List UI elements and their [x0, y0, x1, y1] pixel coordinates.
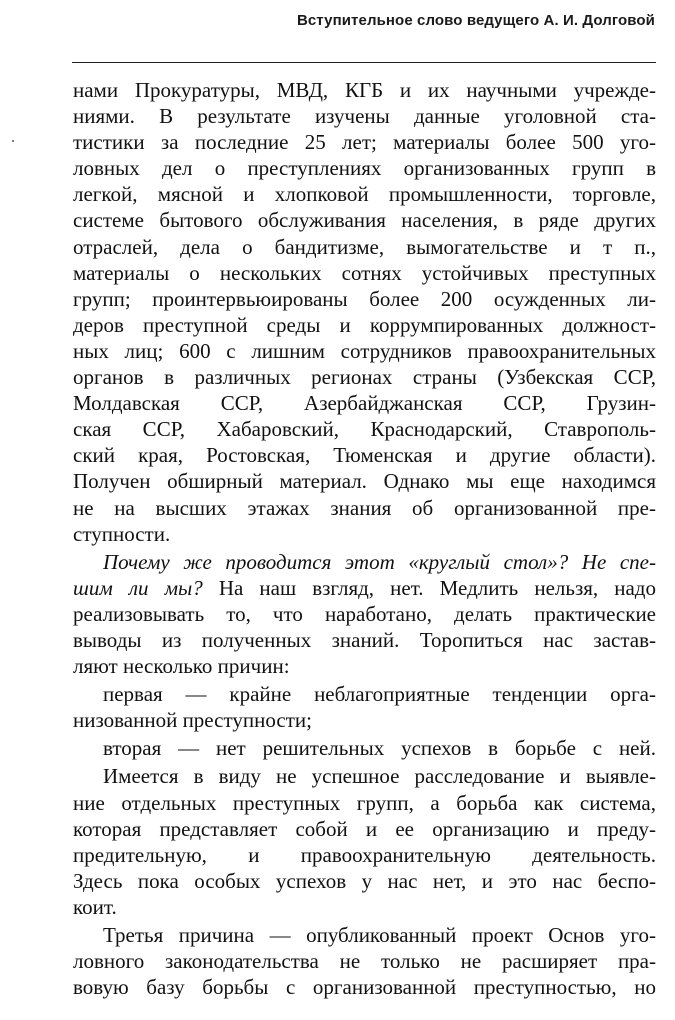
- line-text: выводы из полученных знаний. Торопиться нас застав-: [73, 627, 656, 652]
- line-text: Молдавская ССР, Азербайджанская ССР, Грузин-: [73, 391, 656, 416]
- text-line: [73, 575, 656, 601]
- text-line: [73, 77, 656, 103]
- text-line: [73, 468, 656, 494]
- text-line: [73, 103, 656, 129]
- text-line: [73, 521, 656, 547]
- text-line: [73, 790, 656, 816]
- text-line: [73, 974, 656, 1000]
- line-text: нами Прокуратуры, МВД, КГБ и их научными учрежде-: [73, 78, 656, 102]
- line-text: тистики за последние 25 лет; материалы более 500 уго-: [73, 130, 656, 155]
- text-line: [73, 207, 656, 233]
- text-line: [73, 495, 656, 521]
- line-text: органов в различных регионах страны (Узбекская ССР,: [73, 365, 656, 390]
- line-text: Здесь пока особых успехов у нас нет, и это нас беспо-: [73, 868, 656, 893]
- text-line: [73, 442, 656, 468]
- line-text: коит.: [73, 894, 117, 919]
- line-text: ский края, Ростовская, Тюменская и другие области).: [73, 443, 656, 468]
- line-text: материалы о нескольких сотнях устойчивых преступных: [73, 260, 656, 285]
- text-line: [73, 364, 656, 390]
- text-line: [73, 155, 656, 181]
- running-head: Вступительное слово ведущего А. И. Долговой: [296, 12, 655, 29]
- text-line: [73, 627, 656, 653]
- line-text: системе бытового обслуживания населения, в ряде других: [73, 208, 656, 233]
- line-text: ловных дел о преступлениях организованных групп в: [73, 156, 656, 181]
- margin-speck: [12, 140, 14, 142]
- text-line: [73, 735, 656, 761]
- text-line: [73, 312, 656, 338]
- text-line: [73, 922, 656, 948]
- line-text: вовую базу борьбы с организованной преступностью, но: [73, 975, 656, 1000]
- text-line: [73, 286, 656, 312]
- text-line: [73, 763, 656, 789]
- text-line: [73, 338, 656, 364]
- line-text: Третья причина — опубликованный проект Основ уго-: [103, 923, 656, 947]
- text-line: [73, 549, 656, 575]
- line-text: На наш взгляд, нет. Медлить нельзя, надо: [202, 575, 656, 600]
- text-line: [73, 707, 656, 733]
- line-text: не на высших этажах знания об организованной пре-: [73, 495, 656, 520]
- line-text: ных лиц; 600 с лишним сотрудников правоохранительных: [73, 338, 656, 363]
- line-text: легкой, мясной и хлопковой промышленности, торговле,: [73, 182, 656, 207]
- header-rule: [72, 62, 656, 63]
- text-line: [73, 260, 656, 286]
- line-text: которая представляет собой и ее организацию и преду-: [73, 816, 656, 841]
- body-text: [73, 77, 656, 1000]
- italic-text: Почему же проводится этот «круглый стол»? Не спе-: [103, 549, 656, 574]
- text-line: [73, 816, 656, 842]
- line-text: ступности.: [73, 521, 171, 546]
- text-line: [73, 681, 656, 707]
- line-text: ловного законодательства не только не расширяет пра-: [73, 949, 656, 974]
- text-line: [73, 234, 656, 260]
- line-text: отраслей, дела о бандитизме, вымогательстве и т п.,: [73, 234, 656, 259]
- text-line: [73, 894, 656, 920]
- text-line: [73, 181, 656, 207]
- line-text: Имеется в виду не успешное расследование и выявле-: [103, 764, 656, 789]
- text-line: [73, 390, 656, 416]
- line-text: ская ССР, Хабаровский, Краснодарский, Ставрополь-: [73, 417, 656, 442]
- line-text: Получен обширный материал. Однако мы еще находимся: [73, 469, 656, 494]
- line-text: групп; проинтервьюированы более 200 осужденных ли-: [73, 286, 656, 311]
- text-line: [73, 653, 656, 679]
- text-line: [73, 842, 656, 868]
- italic-text: шим ли мы?: [73, 575, 203, 600]
- text-line: [73, 129, 656, 155]
- text-line: [73, 601, 656, 627]
- text-line: [73, 868, 656, 894]
- line-text: ниями. В результате изучены данные уголовной ста-: [73, 104, 656, 129]
- line-text: предительную, и правоохранительную деятельность.: [73, 842, 656, 867]
- line-text: низованной преступности;: [73, 708, 312, 733]
- line-text: вторая — нет решительных успехов в борьбе с ней.: [103, 736, 656, 761]
- text-line: [73, 416, 656, 442]
- line-text: деров преступной среды и коррумпированных должност-: [73, 312, 656, 337]
- line-text: реализовывать то, что наработано, делать практические: [73, 601, 656, 626]
- text-line: [73, 948, 656, 974]
- line-text: ние отдельных преступных групп, а борьба как система,: [73, 790, 656, 815]
- line-text: ляют несколько причин:: [73, 654, 290, 679]
- line-text: первая — крайне неблагоприятные тенденции орга-: [103, 682, 656, 707]
